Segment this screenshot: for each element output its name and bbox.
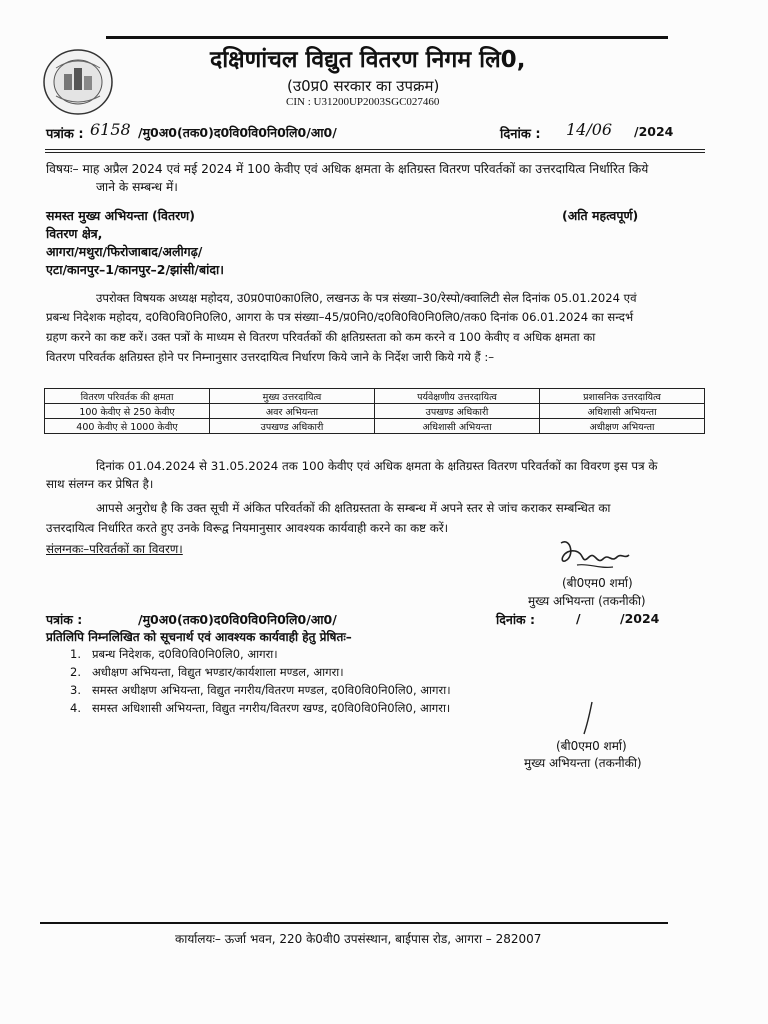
body-para2-line-1: दिनांक 01.04.2024 से 31.05.2024 तक 100 केवीए एवं अधिक क्षमता के क्षतिग्रस्त वितरण परिवर्तकों का विवरण इस पत्र के: [96, 459, 658, 473]
organization-subtitle: (उ0प्र0 सरकार का उपक्रम): [287, 77, 440, 95]
copy-item-number: 3.: [70, 683, 81, 697]
body-para3-line-1: आपसे अनुरोध है कि उक्त सूची में अंकित परिवर्तकों की क्षतिग्रस्तता के सम्बन्ध में अपने स्तर से जांच कराकर सम्बन्धित का: [96, 501, 611, 515]
subject-rule-top: [45, 149, 705, 150]
patrank-label: पत्रांक :: [46, 127, 84, 142]
table-row: [45, 404, 705, 419]
body-para1-line-3: ग्रहण करने का कष्ट करें। उक्त पत्रों के माध्यम से वितरण परिवर्तकों की क्षतिग्रस्तता को कम करने व 100 केवीए व अधिक क्षमता का: [46, 330, 596, 344]
cin-number: CIN : U31200UP2003SGC027460: [286, 96, 440, 108]
table-row: [45, 419, 705, 434]
table-header-cell: मुख्य उत्तरदायित्व: [210, 389, 375, 404]
table-header-row: [45, 389, 705, 404]
date-separator-2: /: [576, 611, 581, 626]
organization-name: दक्षिणांचल विद्युत वितरण निगम लि0,: [210, 47, 526, 73]
company-seal-icon: [42, 48, 114, 116]
table-cell: अवर अभियन्ता: [210, 404, 375, 419]
signatory-designation-2: मुख्य अभियन्ता (तकनीकी): [524, 756, 642, 770]
copy-item-text: समस्त अधीक्षण अभियन्ता, विद्युत नगरीय/वितरण मण्डल, द0वि0वि0नि0लि0, आगरा।: [92, 683, 451, 697]
table-cell: 400 केवीए से 1000 केवीए: [45, 419, 210, 434]
table-header-cell: वितरण परिवर्तक की क्षमता: [45, 389, 210, 404]
copy-item-text: प्रबन्ध निदेशक, द0वि0वि0नि0लि0, आगरा।: [92, 647, 278, 661]
subject-line-2: जाने के सम्बन्ध में।: [96, 180, 178, 194]
table-header-cell: प्रशासनिक उत्तरदायित्व: [540, 389, 705, 404]
table-cell: अधीक्षण अभियन्ता: [540, 419, 705, 434]
addressee-line-1: समस्त मुख्य अभियन्ता (वितरण): [46, 208, 195, 223]
addressee-line-2: वितरण क्षेत्र,: [46, 226, 103, 241]
patrank-label-2: पत्रांक :: [46, 612, 83, 627]
subject-rule-bottom: [45, 152, 705, 153]
body-para2-line-2: साथ संलग्न कर प्रेषित है।: [46, 477, 154, 491]
responsibility-table: [44, 388, 705, 434]
table-cell: अधिशासी अभियन्ता: [375, 419, 540, 434]
date-year: /2024: [634, 124, 674, 139]
table-cell: 100 केवीए से 250 केवीए: [45, 404, 210, 419]
subject-line-1: विषयः– माह अप्रैल 2024 एवं मई 2024 में 100 केवीए एवं अधिक क्षमता के क्षतिग्रस्त वितरण परिवर्तकों का उत्तरदायित्व निर्धारित किये: [46, 162, 649, 176]
date-year-2: /2024: [620, 611, 660, 626]
copy-item-number: 2.: [70, 665, 81, 679]
body-para1-line-4: वितरण परिवर्तक क्षतिग्रस्त होने पर निम्नानुसार उत्तरदायित्व निर्धारण किये जाने के निर्देश जारी किये गये हैं :–: [46, 350, 495, 364]
copy-item-text: समस्त अधिशासी अभियन्ता, विद्युत नगरीय/वितरण खण्ड, द0वि0वि0नि0लि0, आगरा।: [92, 701, 451, 715]
body-para3-line-2: उत्तरदायित्व निर्धारित करते हुए उनके विरूद्व नियमानुसार आवश्यक कार्यवाही करने का कष्ट करें।: [46, 521, 449, 535]
table-cell: उपखण्ड अधिकारी: [210, 419, 375, 434]
signatory-name: (बी0एम0 शर्मा): [562, 576, 633, 590]
patrank-reference: /मु0अ0(तक0)द0वि0वि0नि0लि0/आ0/: [138, 125, 337, 140]
patrank-reference-2: /मु0अ0(तक0)द0वि0वि0नि0लि0/आ0/: [138, 612, 337, 627]
body-para1-line-1: उपरोक्त विषयक अध्यक्ष महोदय, उ0प्र0पा0का0लि0, लखनऊ के पत्र संख्या–30/रेस्पो/क्वालिटी सेल दिनांक 05.01.2024 एवं: [96, 291, 637, 305]
signatory-name-2: (बी0एम0 शर्मा): [556, 739, 627, 753]
copy-item-number: 1.: [70, 647, 81, 661]
office-address: कार्यालयः– ऊर्जा भवन, 220 के0वी0 उपसंस्थान, बाईपास रोड, आगरा – 282007: [175, 932, 542, 946]
date-label-2: दिनांक :: [496, 612, 536, 627]
signature-image: [555, 535, 635, 575]
addressee-line-3: आगरा/मथुरा/फिरोजाबाद/अलीगढ़/: [46, 244, 203, 259]
date-handwritten: 14/06: [566, 120, 613, 139]
body-para1-line-2: प्रबन्ध निदेशक महोदय, द0वि0वि0नि0लि0, आगरा के पत्र संख्या–45/प्र0नि0/द0वि0वि0नि0लि0/तक0 दिनांक 06.01.2024 का सन्दर्भ: [46, 310, 634, 324]
enclosure-note: संलग्नकः–परिवर्तकों का विवरण।: [46, 542, 183, 556]
priority-mark: (अति महत्वपूर्ण): [562, 208, 639, 223]
header-rule: [106, 36, 668, 39]
table-header-cell: पर्यवेक्षणीय उत्तरदायित्व: [375, 389, 540, 404]
copy-item-number: 4.: [70, 701, 81, 715]
signature-mark-image: [578, 700, 598, 736]
signatory-designation: मुख्य अभियन्ता (तकनीकी): [528, 594, 646, 608]
table-cell: उपखण्ड अधिकारी: [375, 404, 540, 419]
copy-item-text: अधीक्षण अभियन्ता, विद्युत भण्डार/कार्यशाला मण्डल, आगरा।: [92, 665, 344, 679]
copy-intro: प्रतिलिपि निम्नलिखित को सूचनार्थ एवं आवश्यक कार्यवाही हेतु प्रेषितः–: [46, 630, 352, 644]
footer-rule: [40, 922, 668, 924]
table-cell: अधिशासी अभियन्ता: [540, 404, 705, 419]
patrank-handwritten-number: 6158: [90, 120, 131, 139]
date-label: दिनांक :: [500, 127, 541, 142]
addressee-line-4: एटा/कानपुर–1/कानपुर–2/झांसी/बांदा।: [46, 262, 224, 277]
